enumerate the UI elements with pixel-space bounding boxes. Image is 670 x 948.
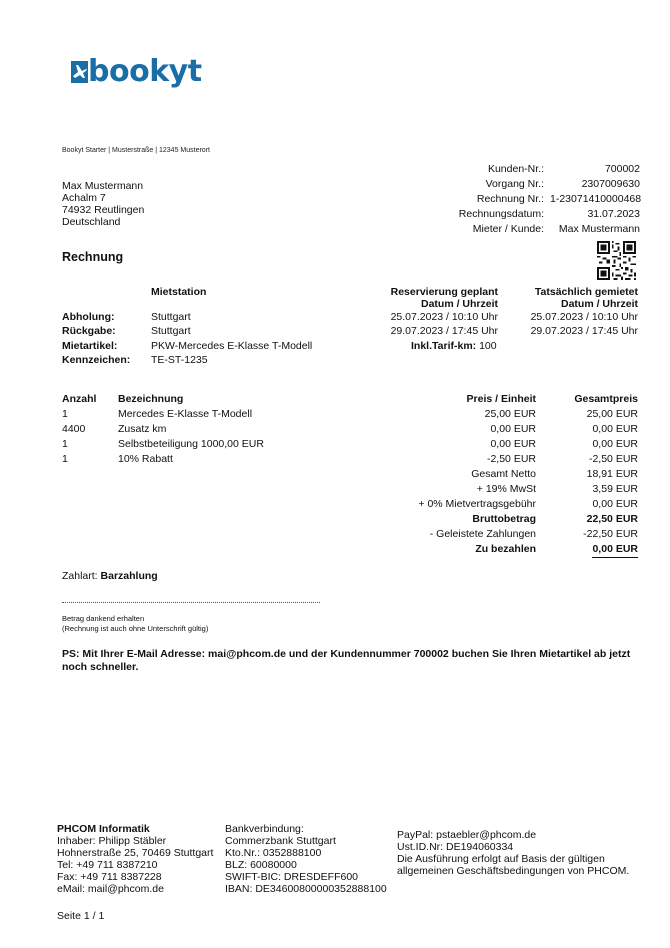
item-total: -2,50 EUR bbox=[588, 453, 638, 465]
received-line2: (Rechnung ist auch ohne Unterschrift gültig) bbox=[62, 624, 209, 633]
col-station-header: Mietstation bbox=[151, 286, 207, 298]
footer-company bbox=[57, 823, 213, 895]
total-value: 0,00 EUR bbox=[592, 542, 638, 558]
recipient-name: Max Mustermann bbox=[62, 180, 144, 192]
meta-row bbox=[430, 222, 640, 237]
tarif-label: Inkl.Tarif-km: bbox=[411, 340, 477, 352]
footer-line: PayPal: pstaebler@phcom.de bbox=[397, 829, 537, 841]
total-label: Gesamt Netto bbox=[471, 468, 536, 480]
total-value: 3,59 EUR bbox=[592, 483, 638, 495]
item-unit: 0,00 EUR bbox=[490, 438, 536, 450]
footer-line: allgemeinen Geschäftsbedingungen von PHCOM. bbox=[397, 865, 630, 877]
total-label: Bruttobetrag bbox=[472, 513, 536, 525]
total-row bbox=[62, 542, 638, 557]
total-value: 18,91 EUR bbox=[586, 468, 638, 480]
pickup-planned: 25.07.2023 / 10:10 Uhr bbox=[390, 311, 498, 323]
table-row bbox=[62, 437, 638, 452]
header-desc: Bezeichnung bbox=[118, 393, 184, 405]
item-qty: 4400 bbox=[62, 423, 86, 435]
logo-text: bookyt bbox=[88, 54, 202, 89]
item-total: 25,00 EUR bbox=[586, 408, 638, 420]
col-actual-line2: Datum / Uhrzeit bbox=[560, 298, 638, 310]
table-row bbox=[62, 422, 638, 437]
recipient-city: 74932 Reutlingen bbox=[62, 204, 145, 216]
total-value: 22,50 EUR bbox=[586, 513, 638, 525]
footer-line: Fax: +49 711 8387228 bbox=[57, 871, 162, 883]
page-number: Seite 1 / 1 bbox=[57, 910, 105, 922]
header-qty: Anzahl bbox=[62, 393, 97, 405]
payment-value: Barzahlung bbox=[100, 570, 158, 582]
sender-line: Bookyt Starter | Musterstraße | 12345 Musterort bbox=[62, 147, 210, 154]
footer-line: eMail: mail@phcom.de bbox=[57, 883, 164, 895]
invoice-meta bbox=[430, 162, 640, 237]
return-label: Rückgabe: bbox=[62, 325, 116, 337]
signature-line bbox=[62, 602, 320, 603]
footer-bank bbox=[225, 823, 387, 895]
payment-label: Zahlart: bbox=[62, 570, 98, 582]
footer-line: SWIFT-BIC: DRESDEFF600 bbox=[225, 871, 359, 883]
meta-value: Max Mustermann bbox=[558, 223, 640, 235]
meta-label: Kunden-Nr.: bbox=[487, 163, 544, 175]
meta-row bbox=[430, 207, 640, 222]
header-unit: Preis / Einheit bbox=[466, 393, 536, 405]
table-row bbox=[62, 407, 638, 422]
meta-row bbox=[430, 177, 640, 192]
meta-row bbox=[430, 162, 640, 177]
pickup-label: Abholung: bbox=[62, 311, 115, 323]
meta-label: Vorgang Nr.: bbox=[485, 178, 544, 190]
col-planned-line1: Reservierung geplant bbox=[390, 286, 498, 298]
tarif-value: 100 bbox=[479, 340, 497, 352]
footer-line: Commerzbank Stuttgart bbox=[225, 835, 336, 847]
item-qty: 1 bbox=[62, 408, 68, 420]
item-total: 0,00 EUR bbox=[592, 423, 638, 435]
item-total: 0,00 EUR bbox=[592, 438, 638, 450]
bookyt-logo bbox=[68, 54, 202, 89]
total-row bbox=[62, 512, 638, 527]
meta-value: 1-23071410000468 bbox=[550, 193, 642, 205]
airplane-icon bbox=[68, 59, 90, 85]
meta-value: 31.07.2023 bbox=[587, 208, 640, 220]
total-value: -22,50 EUR bbox=[583, 528, 638, 540]
total-row bbox=[62, 467, 638, 482]
meta-label: Rechnung Nr.: bbox=[476, 193, 544, 205]
footer-company-name: PHCOM Informatik bbox=[57, 823, 150, 835]
qr-code bbox=[597, 241, 636, 280]
return-actual: 29.07.2023 / 17:45 Uhr bbox=[530, 325, 638, 337]
footer-line: BLZ: 60080000 bbox=[225, 859, 297, 871]
recipient-street: Achalm 7 bbox=[62, 192, 106, 204]
total-label: - Geleistete Zahlungen bbox=[429, 528, 536, 540]
tarif-km bbox=[411, 340, 497, 352]
total-label: Zu bezahlen bbox=[475, 543, 536, 555]
col-planned-line2: Datum / Uhrzeit bbox=[420, 298, 498, 310]
item-qty: 1 bbox=[62, 453, 68, 465]
meta-value: 700002 bbox=[604, 163, 640, 175]
payment-method bbox=[62, 570, 158, 582]
plate-value: TE-ST-1235 bbox=[151, 354, 208, 366]
total-row bbox=[62, 497, 638, 512]
item-desc: Zusatz km bbox=[118, 423, 167, 435]
recipient-address bbox=[62, 180, 144, 228]
meta-label: Rechnungsdatum: bbox=[458, 208, 544, 220]
footer-info bbox=[397, 829, 629, 877]
footer-line: Die Ausführung erfolgt auf Basis der gültigen bbox=[397, 853, 605, 865]
article-label: Mietartikel: bbox=[62, 340, 118, 352]
item-unit: -2,50 EUR bbox=[486, 453, 536, 465]
items-header bbox=[62, 392, 638, 407]
footer-line: Inhaber: Philipp Stäbler bbox=[57, 835, 167, 847]
meta-value: 2307009630 bbox=[581, 178, 640, 190]
item-desc: 10% Rabatt bbox=[118, 453, 173, 465]
item-unit: 0,00 EUR bbox=[490, 423, 536, 435]
footer-line: Kto.Nr.: 0352888100 bbox=[225, 847, 322, 859]
item-unit: 25,00 EUR bbox=[484, 408, 536, 420]
article-value: PKW-Mercedes E-Klasse T-Modell bbox=[151, 340, 313, 352]
return-station: Stuttgart bbox=[151, 325, 191, 337]
footer-line: IBAN: DE34600800000352888100 bbox=[225, 883, 387, 895]
footer-line: Ust.ID.Nr: DE194060334 bbox=[397, 841, 514, 853]
received-note bbox=[62, 614, 208, 634]
table-row bbox=[62, 452, 638, 467]
footer-line: Tel: +49 711 8387210 bbox=[57, 859, 158, 871]
item-desc: Selbstbeteiligung 1000,00 EUR bbox=[118, 438, 264, 450]
col-actual-header bbox=[535, 286, 638, 310]
meta-row bbox=[430, 192, 640, 207]
item-desc: Mercedes E-Klasse T-Modell bbox=[118, 408, 253, 420]
recipient-country: Deutschland bbox=[62, 216, 121, 228]
ps-note: PS: Mit Ihrer E-Mail Adresse: mai@phcom.de und der Kundennummer 700002 buchen Sie Ihren Mietartikel ab jetzt noch schneller. bbox=[62, 648, 631, 673]
received-line1: Betrag dankend erhalten bbox=[62, 614, 145, 623]
col-actual-line1: Tatsächlich gemietet bbox=[534, 286, 638, 298]
total-label: + 19% MwSt bbox=[476, 483, 536, 495]
col-planned-header bbox=[391, 286, 498, 310]
total-row bbox=[62, 482, 638, 497]
return-planned: 29.07.2023 / 17:45 Uhr bbox=[390, 325, 498, 337]
footer-line: Bankverbindung: bbox=[225, 823, 304, 835]
total-row bbox=[62, 527, 638, 542]
meta-label: Mieter / Kunde: bbox=[472, 223, 544, 235]
total-value: 0,00 EUR bbox=[592, 498, 638, 510]
pickup-actual: 25.07.2023 / 10:10 Uhr bbox=[530, 311, 638, 323]
total-label: + 0% Mietvertragsgebühr bbox=[418, 498, 536, 510]
document-title: Rechnung bbox=[62, 250, 124, 264]
pickup-station: Stuttgart bbox=[151, 311, 191, 323]
item-qty: 1 bbox=[62, 438, 68, 450]
plate-label: Kennzeichen: bbox=[62, 354, 131, 366]
header-total: Gesamtpreis bbox=[574, 393, 638, 405]
footer-line: Hohnerstraße 25, 70469 Stuttgart bbox=[57, 847, 214, 859]
